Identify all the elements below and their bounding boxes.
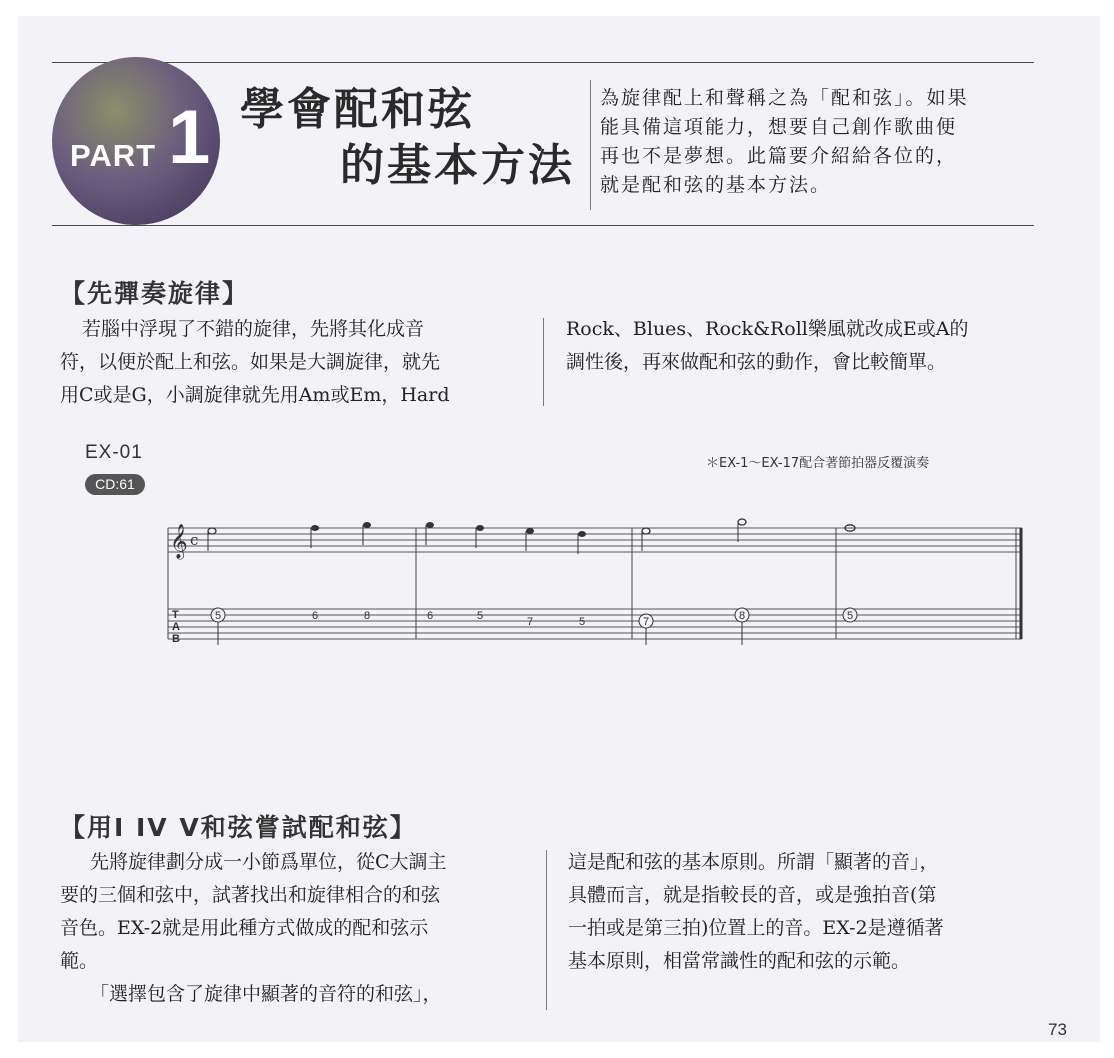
tab-number: 7 (526, 616, 534, 628)
tab-number: 6 (311, 610, 319, 622)
cd-track-badge: CD:61 (85, 474, 145, 495)
tab-number: 5 (214, 610, 222, 622)
section2-column-divider (546, 850, 547, 1010)
body-line: 「選擇包含了旋律中顯著的音符的和弦」， (90, 983, 442, 1005)
body-line: 一拍或是第三拍)位置上的音。EX-2是遵循著 (568, 917, 944, 939)
intro-line: 就是配和弦的基本方法。 (600, 174, 832, 196)
tab-letter-b: B (172, 633, 180, 645)
section-heading-chords: 【用I IV V和弦嘗試配和弦】 (60, 813, 417, 842)
tab-number: 8 (363, 610, 371, 622)
part-label: PART (70, 138, 157, 173)
body-line: 先將旋律劃分成一小節爲單位，從C大調主 (90, 851, 447, 873)
intro-line: 能具備這項能力，想要自己創作歌曲便 (600, 116, 958, 138)
tab-letter-t: T (172, 609, 179, 621)
section1-column-divider (543, 318, 544, 406)
header-top-rule (52, 62, 1034, 63)
body-line: 音色。EX-2就是用此種方式做成的配和弦示 (60, 917, 429, 939)
section2-right-column (568, 846, 944, 978)
intro-line: 為旋律配上和聲稱之為「配和弦」。如果 (600, 87, 969, 109)
intro-line: 再也不是夢想。此篇要介紹給各位的， (600, 145, 958, 167)
body-line: 範。 (60, 950, 99, 972)
music-notation (160, 515, 1030, 655)
body-line: 這是配和弦的基本原則。所謂「顯著的音」， (568, 851, 939, 873)
title-line-1: 學會配和弦 (240, 84, 475, 135)
body-line: 具體而言，就是指較長的音，或是強拍音(第 (568, 884, 937, 906)
body-line: 要的三個和弦中，試著找出和旋律相合的和弦 (60, 884, 441, 906)
body-line: 用C或是G，小調旋律就先用Am或Em，Hard (60, 384, 450, 406)
section1-left-column (60, 313, 449, 412)
tab-letter-a: A (172, 621, 180, 633)
tab-number: 6 (426, 610, 434, 622)
tab-number: 5 (578, 616, 586, 628)
tab-number: 5 (846, 610, 854, 622)
title-line-2: 的基本方法 (340, 140, 575, 191)
svg-text:c: c (190, 531, 199, 549)
body-line: Rock、Blues、Rock&Roll樂風就改成E或A的 (566, 318, 969, 340)
body-line: 調性後，再來做配和弦的動作，會比較簡單。 (566, 351, 947, 373)
tab-number: 5 (476, 610, 484, 622)
page-number: 73 (1048, 1020, 1067, 1039)
body-line: 符，以便於配上和弦。如果是大調旋律，就先 (60, 351, 441, 373)
section1-right-column (566, 313, 968, 379)
section-heading-melody: 【先彈奏旋律】 (60, 279, 250, 308)
svg-text:𝄞: 𝄞 (170, 524, 188, 559)
intro-paragraph (600, 84, 1030, 200)
tab-number: 7 (642, 616, 650, 628)
example-label: EX-01 (85, 442, 143, 463)
body-line: 若腦中浮現了不錯的旋律，先將其化成音 (82, 318, 425, 340)
tab-number: 8 (738, 610, 746, 622)
header-bottom-rule (52, 225, 1034, 226)
section2-left-column (60, 846, 447, 1011)
header-divider (590, 80, 591, 210)
part-number: 1 (168, 95, 211, 180)
example-note: ＊EX-1～EX-17配合著節拍器反覆演奏 (706, 456, 930, 471)
body-line: 基本原則，相當常識性的配和弦的示範。 (568, 950, 911, 972)
